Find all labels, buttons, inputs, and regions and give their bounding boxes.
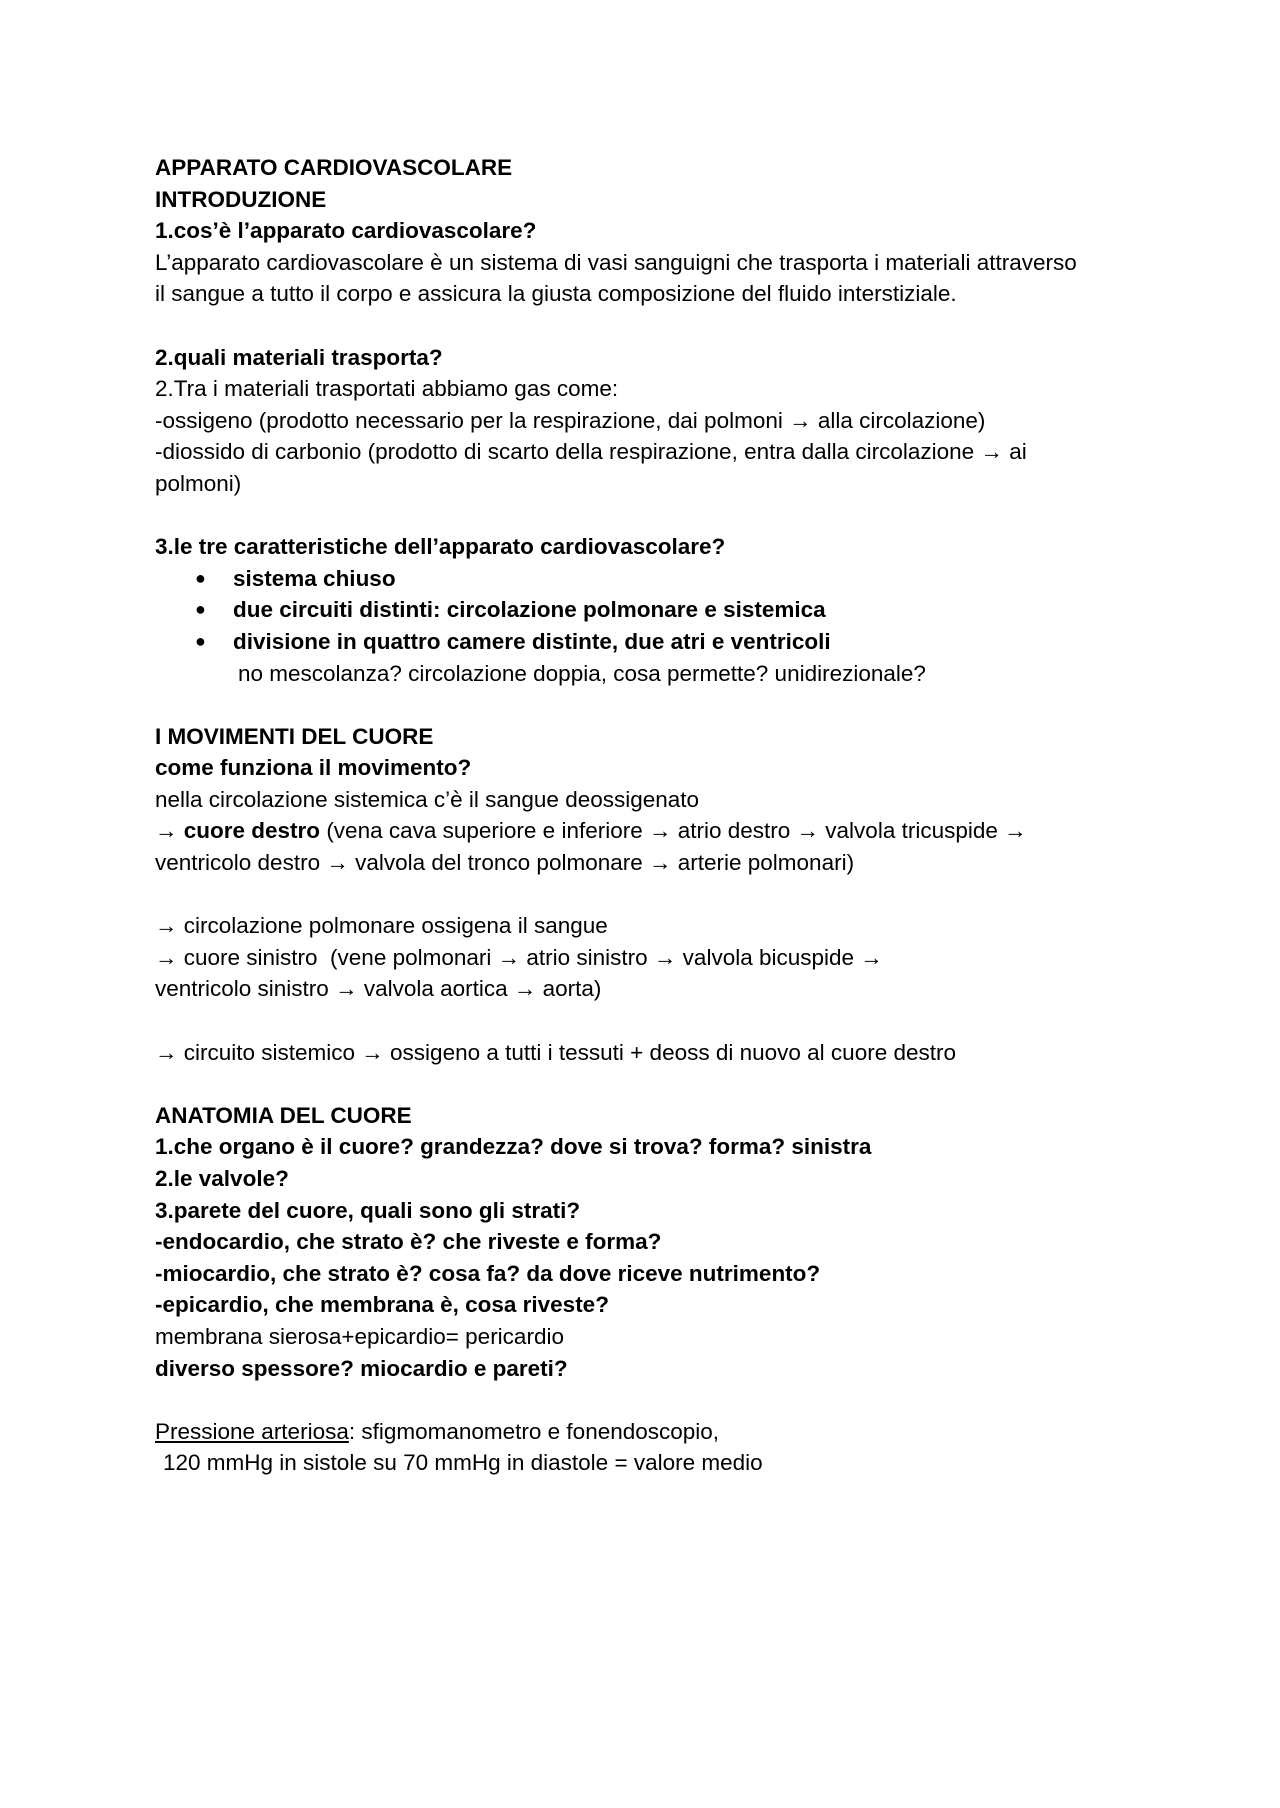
- question-movimento: come funziona il movimento?: [155, 755, 472, 781]
- movimenti-line-2: [155, 815, 1145, 847]
- movimenti-line-4: → circolazione polmonare ossigena il sangue: [155, 913, 608, 939]
- spacer: [155, 1068, 1145, 1100]
- bullet-icon: ●: [195, 567, 206, 588]
- answer-2-line-4: polmoni): [155, 470, 242, 496]
- anatomia-question-3: 3.parete del cuore, quali sono gli strati?: [155, 1197, 581, 1223]
- section-heading-introduzione: INTRODUZIONE: [155, 186, 327, 212]
- spacer: [155, 689, 1145, 721]
- list-item: [155, 594, 1145, 626]
- movimenti-line-3: ventricolo destro → valvola del tronco polmonare → arterie polmonari): [155, 850, 855, 876]
- document-page: [155, 152, 1145, 1479]
- section-heading-anatomia: ANATOMIA DEL CUORE: [155, 1102, 412, 1128]
- list-item-text: due circuiti distinti: circolazione polmonare e sistemica: [233, 597, 826, 623]
- list-item: [155, 626, 1145, 658]
- cuore-destro-label: cuore destro: [183, 818, 321, 844]
- question-1: 1.cos’è l’apparato cardiovascolare?: [155, 218, 537, 244]
- anatomia-question-2: 2.le valvole?: [155, 1166, 289, 1191]
- main-title: APPARATO CARDIOVASCOLARE: [155, 155, 513, 180]
- spacer: [155, 310, 1145, 342]
- arrow-text: →: [155, 818, 184, 844]
- list-item-text: sistema chiuso: [233, 565, 396, 591]
- answer-1-line-1: L’apparato cardiovascolare è un sistema di vasi sanguigni che trasporta i materiali attraverso: [155, 249, 1077, 275]
- bullet-icon: ●: [195, 599, 206, 620]
- note-line: no mescolanza? circolazione doppia, cosa permette? unidirezionale?: [238, 660, 926, 686]
- anatomia-question-1: 1.che organo è il cuore? grandezza? dove si trova? forma? sinistra: [155, 1134, 872, 1160]
- question-2: 2.quali materiali trasporta?: [155, 344, 443, 370]
- anatomia-question-4: -endocardio, che strato è? che riveste e forma?: [155, 1229, 662, 1255]
- spacer: [155, 1005, 1145, 1037]
- section-heading-movimenti: I MOVIMENTI DEL CUORE: [155, 723, 434, 749]
- bullet-icon: ●: [195, 630, 206, 651]
- pressione-line-1: [155, 1416, 1145, 1448]
- answer-2-line-1: 2.Tra i materiali trasportati abbiamo gas come:: [155, 376, 619, 402]
- pressione-rest: : sfigmomanometro e fonendoscopio,: [348, 1418, 720, 1444]
- anatomia-line-1: membrana sierosa+epicardio= pericardio: [155, 1323, 564, 1349]
- movimenti-line-1: nella circolazione sistemica c’è il sangue deossigenato: [155, 786, 700, 812]
- movimenti-line-2-rest: (vena cava superiore e inferiore → atrio destro → valvola tricuspide →: [320, 818, 1027, 844]
- answer-2-line-3: -diossido di carbonio (prodotto di scarto della respirazione, entra dalla circolazione → ai: [155, 439, 1027, 465]
- movimenti-line-7: → circuito sistemico → ossigeno a tutti i tessuti + deoss di nuovo al cuore destro: [155, 1039, 957, 1065]
- characteristics-list: [155, 563, 1145, 658]
- spacer: [155, 500, 1145, 532]
- pressione-label: Pressione arteriosa: [155, 1418, 349, 1444]
- anatomia-question-5: -miocardio, che strato è? cosa fa? da dove riceve nutrimento?: [155, 1260, 821, 1286]
- anatomia-question-7: diverso spessore? miocardio e pareti?: [155, 1355, 568, 1381]
- movimenti-line-5: → cuore sinistro (vene polmonari → atrio sinistro → valvola bicuspide →: [155, 944, 883, 970]
- answer-2-line-2: -ossigeno (prodotto necessario per la respirazione, dai polmoni → alla circolazione): [155, 407, 986, 433]
- question-3: 3.le tre caratteristiche dell’apparato cardiovascolare?: [155, 534, 726, 560]
- list-item-text: divisione in quattro camere distinte, due atri e ventricoli: [233, 628, 831, 654]
- spacer: [155, 1384, 1145, 1416]
- anatomia-question-6: -epicardio, che membrana è, cosa riveste?: [155, 1292, 609, 1318]
- list-item: [155, 563, 1145, 595]
- answer-1-line-2: il sangue a tutto il corpo e assicura la giusta composizione del fluido interstiziale.: [155, 281, 957, 307]
- movimenti-line-6: ventricolo sinistro → valvola aortica → aorta): [155, 976, 602, 1002]
- pressione-line-2: 120 mmHg in sistole su 70 mmHg in diastole = valore medio: [163, 1450, 763, 1476]
- spacer: [155, 879, 1145, 911]
